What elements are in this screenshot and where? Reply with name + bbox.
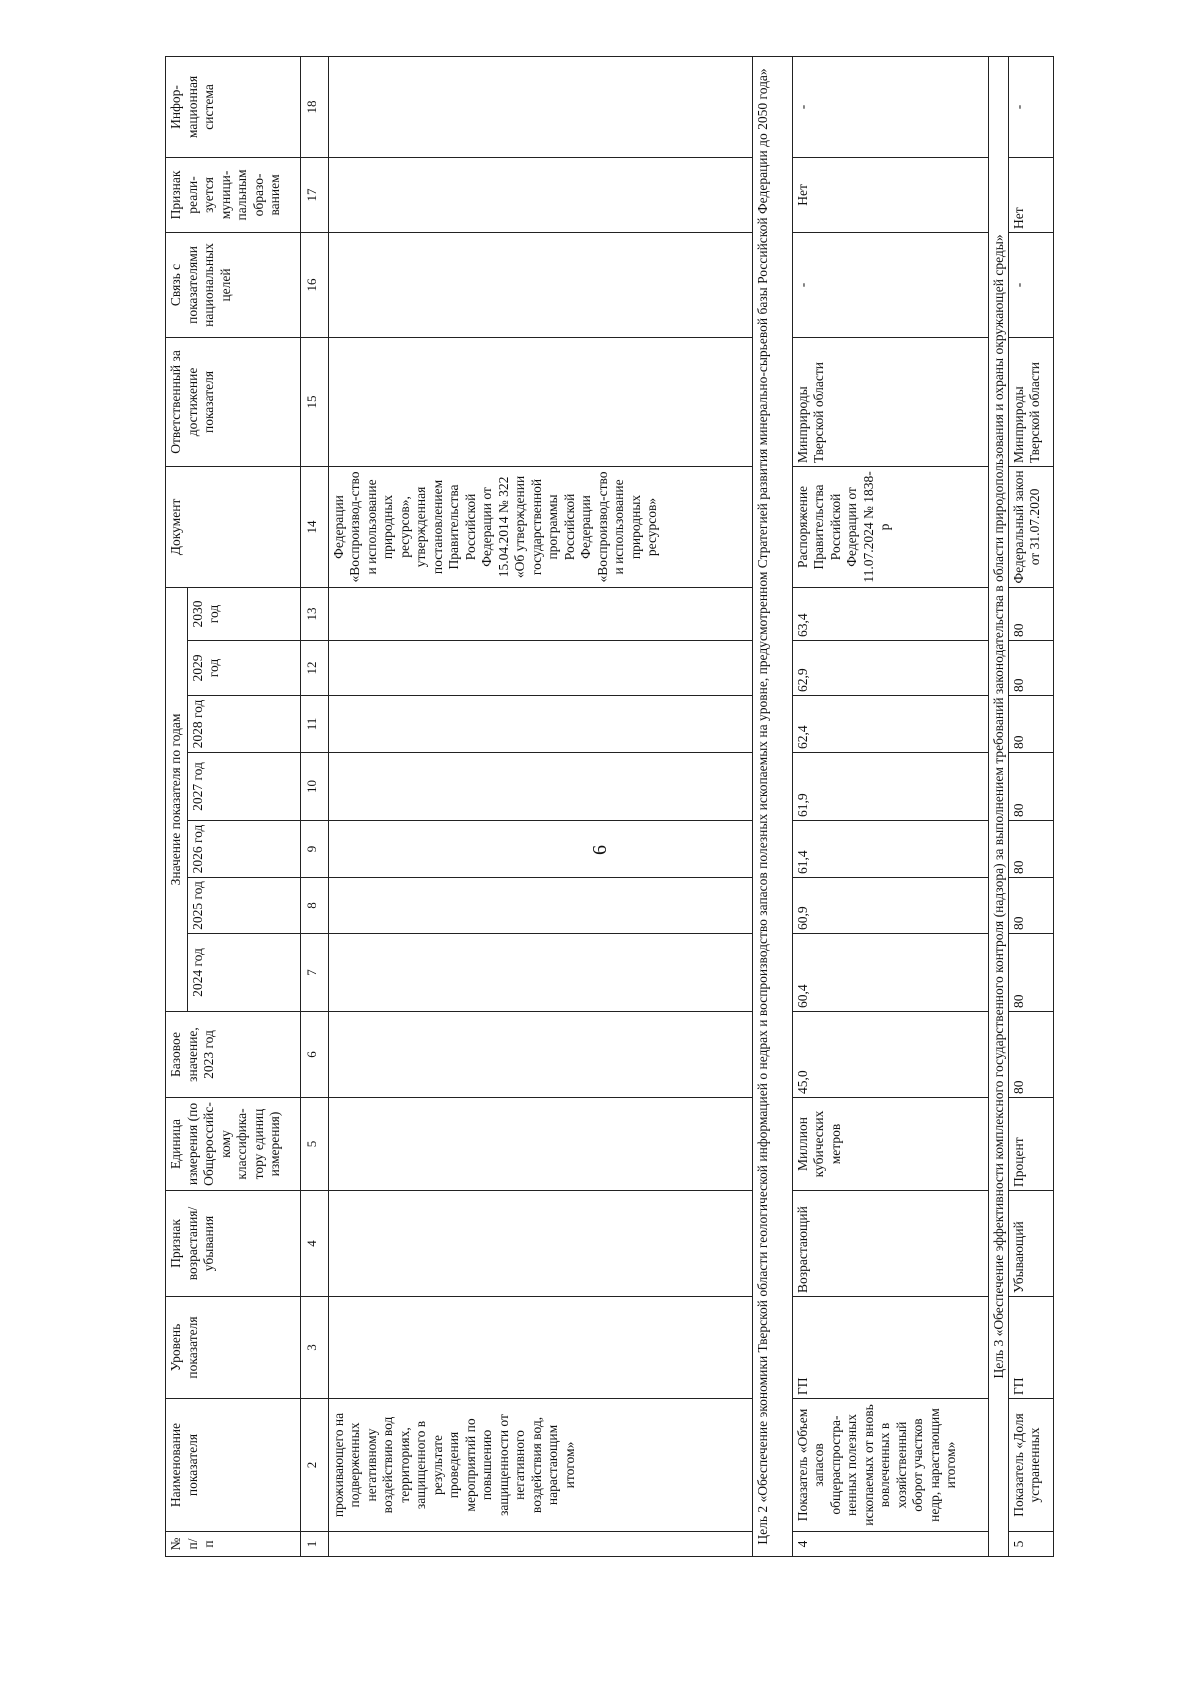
- value-2030: 80: [1008, 587, 1053, 640]
- table-cell: [328, 1297, 752, 1399]
- rotated-table-container: [165, 57, 1045, 1557]
- indicators-table: [165, 56, 1054, 1557]
- column-number: 7: [300, 934, 328, 1012]
- column-number: 8: [300, 878, 328, 934]
- indicator-level: ГП: [792, 1297, 988, 1399]
- column-number: 11: [300, 696, 328, 753]
- table-row-5: [1008, 56, 1053, 1556]
- column-number: 13: [300, 587, 328, 640]
- value-2024: 60,4: [792, 934, 988, 1012]
- column-number: 4: [300, 1191, 328, 1297]
- table-cell: [328, 696, 752, 753]
- document: Федеральный закон от 31.07.2020: [1008, 466, 1053, 587]
- header-year-2026: 2026 год: [187, 821, 300, 878]
- indicator-unit: Процент: [1008, 1098, 1053, 1191]
- value-2027: 61,9: [792, 753, 988, 821]
- value-2024: 80: [1008, 934, 1053, 1012]
- national-goals-link: -: [1008, 232, 1053, 337]
- header-indicator-level: Уровень показателя: [166, 1297, 301, 1399]
- table-cell: [328, 56, 752, 157]
- row-number: 5: [1008, 1532, 1053, 1557]
- header-indicator-name: Наименование показателя: [166, 1399, 301, 1532]
- column-number: 9: [300, 821, 328, 878]
- table-cell: [328, 232, 752, 337]
- column-number: 17: [300, 157, 328, 232]
- indicator-trend: Возрастающий: [792, 1191, 988, 1297]
- column-numbers-row: [300, 56, 328, 1556]
- table-cell: [328, 753, 752, 821]
- header-row-1: [166, 56, 188, 1556]
- municipal-flag: Нет: [792, 157, 988, 232]
- indicator-trend: Убывающий: [1008, 1191, 1053, 1297]
- value-2026: 80: [1008, 821, 1053, 878]
- column-number: 16: [300, 232, 328, 337]
- header-values-by-year: Значение показателя по годам: [166, 587, 188, 1011]
- header-year-2025: 2025 год: [187, 878, 300, 934]
- document: Распоряжение Правительства Российской Федерации от 11.07.2024 № 1838-р: [792, 466, 988, 587]
- table-cell: [328, 878, 752, 934]
- indicator-name-continued: проживающего на подверженных негативному воздействию вод территориях, защищенного в результате проведения мероприятий по повышению защищенности от негативного воздействия вод, нарастающим итогом»: [328, 1399, 752, 1532]
- table-row-continued: [328, 56, 752, 1556]
- column-number: 2: [300, 1399, 328, 1532]
- responsible: Минприроды Тверской области: [1008, 337, 1053, 466]
- value-2028: 80: [1008, 696, 1053, 753]
- document-continued: Федерации «Воспроизвод-ство и использование природных ресурсов», утвержденная постановлением Правительства Российской Федерации от 15.04.2014 № 322 «Об утверждении государственной программы Российской Федерации «Воспроизвод-ство и использование природных ресурсов»: [328, 466, 752, 587]
- column-number: 15: [300, 337, 328, 466]
- header-year-2029: 2029 год: [187, 641, 300, 696]
- indicator-unit: Миллион кубических метров: [792, 1098, 988, 1191]
- header-national-goals: Связь с показателями национальных целей: [166, 232, 301, 337]
- value-2029: 80: [1008, 641, 1053, 696]
- table-cell: [328, 1532, 752, 1557]
- column-number: 10: [300, 753, 328, 821]
- value-2026: 61,4: [792, 821, 988, 878]
- column-number: 5: [300, 1098, 328, 1191]
- info-system: -: [792, 56, 988, 157]
- goal-2-row: [752, 56, 792, 1556]
- table-cell: [328, 1191, 752, 1297]
- responsible: Минприроды Тверской области: [792, 337, 988, 466]
- table-row-4: [792, 56, 988, 1556]
- base-value: 45,0: [792, 1012, 988, 1098]
- municipal-flag: Нет: [1008, 157, 1053, 232]
- column-number: 12: [300, 641, 328, 696]
- table-cell: [328, 157, 752, 232]
- table-cell: [328, 821, 752, 878]
- table-cell: [328, 337, 752, 466]
- column-number: 18: [300, 56, 328, 157]
- table-cell: [328, 1098, 752, 1191]
- column-number: 1: [300, 1532, 328, 1557]
- header-year-2030: 2030 год: [187, 587, 300, 640]
- header-col-1: № п/п: [166, 1532, 301, 1557]
- goal-2-heading: Цель 2 «Обеспечение экономики Тверской области геологической информацией о недрах и воспроизводство запасов полезных ископаемых на уровне, предусмотренном Стратегией развития минерально-сырьевой базы Российской Федерации до 2050 года»: [752, 56, 792, 1556]
- header-municipal: Признак реали-зуется муници-пальным образо-ванием: [166, 157, 301, 232]
- header-base-value: Базовое значение, 2023 год: [166, 1012, 301, 1098]
- goal-3-heading: Цель 3 «Обеспечение эффективности комплексного государственного контроля (надзора) за выполнением требований законодательства в области природопользования и охраны окружающей среды»: [988, 56, 1008, 1556]
- value-2030: 63,4: [792, 587, 988, 640]
- base-value: 80: [1008, 1012, 1053, 1098]
- table-cell: [328, 587, 752, 640]
- column-number: 3: [300, 1297, 328, 1399]
- row-number: 4: [792, 1532, 988, 1557]
- table-cell: [328, 1012, 752, 1098]
- national-goals-link: -: [792, 232, 988, 337]
- header-year-2028: 2028 год: [187, 696, 300, 753]
- header-info-system: Инфор-мационная система: [166, 56, 301, 157]
- value-2025: 80: [1008, 878, 1053, 934]
- value-2028: 62,4: [792, 696, 988, 753]
- table-cell: [328, 934, 752, 1012]
- header-document: Документ: [166, 466, 301, 587]
- value-2029: 62,9: [792, 641, 988, 696]
- indicator-level: ГП: [1008, 1297, 1053, 1399]
- header-year-2027: 2027 год: [187, 753, 300, 821]
- table-cell: [328, 641, 752, 696]
- header-responsible: Ответственный за достижение показателя: [166, 337, 301, 466]
- indicator-name: Показатель «Доля устраненных: [1008, 1399, 1053, 1532]
- indicator-name: Показатель «Объем запасов общераспростра-ненных полезных ископаемых от вновь вовлеченных в хозяйственный оборот участков недр, нарастающим итогом»: [792, 1399, 988, 1532]
- info-system: -: [1008, 56, 1053, 157]
- page-number: 6: [589, 845, 611, 855]
- header-trend: Признак возрастания/ убывания: [166, 1191, 301, 1297]
- header-year-2024: 2024 год: [187, 934, 300, 1012]
- column-number: 6: [300, 1012, 328, 1098]
- header-unit: Единица измерения (по Общероссийс-кому классифика-тору единиц измерения): [166, 1098, 301, 1191]
- value-2027: 80: [1008, 753, 1053, 821]
- column-number: 14: [300, 466, 328, 587]
- goal-3-row: [988, 56, 1008, 1556]
- value-2025: 60,9: [792, 878, 988, 934]
